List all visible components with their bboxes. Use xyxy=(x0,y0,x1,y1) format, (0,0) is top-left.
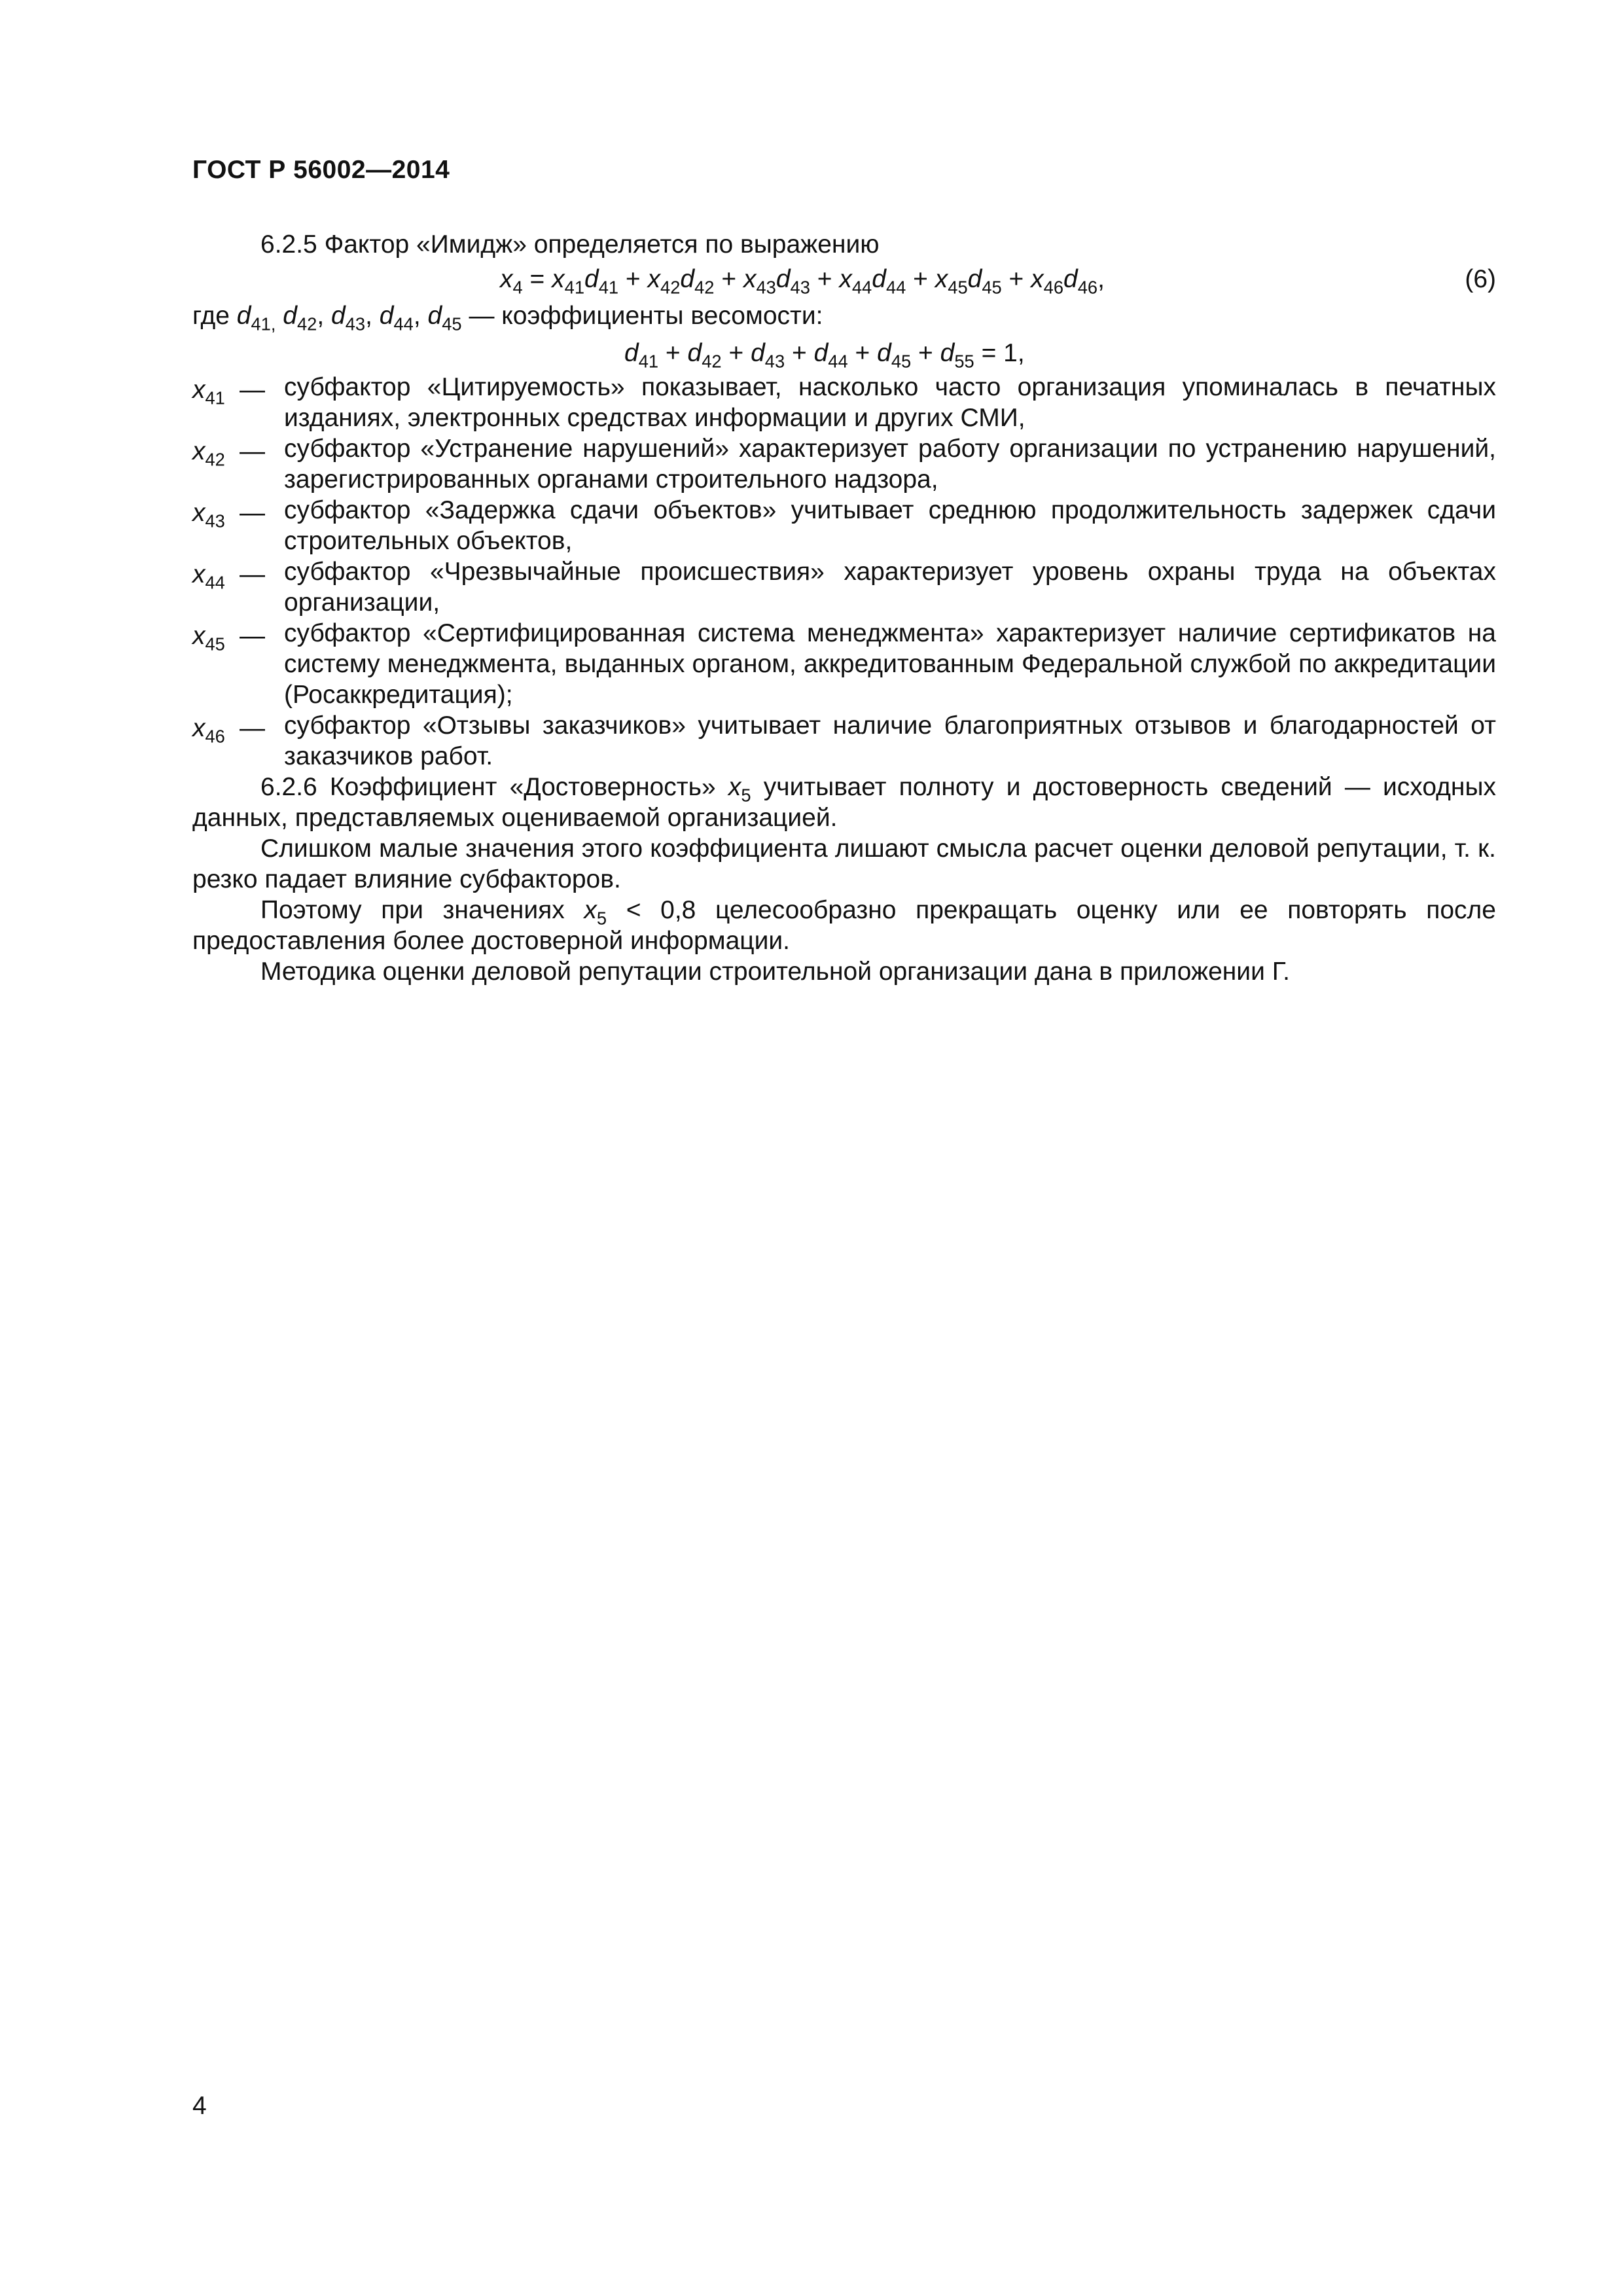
definition-text: субфактор «Задержка сдачи объектов» учитывает среднюю продолжительность задержек сдачи строительных объектов, xyxy=(284,496,1496,555)
definition-x41 xyxy=(192,372,1496,433)
definition-symbol: $x_{43}$ — xyxy=(192,499,265,531)
where-suffix: — коэффициенты весомости: xyxy=(469,302,823,330)
threshold-paragraph: Поэтому при значениях $x_5 < 0,8$ целесообразно прекращать оценку или ее повторять после предоставления более достоверной информации. xyxy=(192,896,1496,955)
where-prefix: где xyxy=(192,302,230,330)
page-content xyxy=(192,229,1496,987)
definition-symbol: $x_{44}$ — xyxy=(192,560,265,593)
definition-symbol: $x_{45}$ — xyxy=(192,622,265,655)
weights-sum-formula-row xyxy=(192,331,1496,372)
definition-text: субфактор «Устранение нарушений» характеризует работу организации по устранению нарушений, зарегистрированных органами строительного надзора, xyxy=(284,435,1496,493)
definition-text: субфактор «Цитируемость» показывает, насколько часто организация упоминалась в печатных изданиях, электронных средствах информации и других СМИ, xyxy=(284,373,1496,432)
definition-x46 xyxy=(192,710,1496,772)
definition-x42 xyxy=(192,433,1496,495)
weights-sum-formula: $d_{41} + d_{42} + d_{43} + d_{44} + d_{45} + d_{55} = 1$, xyxy=(624,339,1025,372)
formula-6: $x_4 = x_{41}d_{41} + x_{42}d_{42} + x_{43}d_{43} + x_{44}d_{44} + x_{45}d_{45} + x_{46}d_{46}$, xyxy=(500,265,1105,298)
definition-text: субфактор «Чрезвычайные происшествия» характеризует уровень охраны труда на объектах организации, xyxy=(284,558,1496,617)
section-6-2-6-paragraph: 6.2.6 Коэффициент «Достоверность» $x_5$ учитывает полноту и достоверность сведений — исходных данных, представляемых оцениваемой организацией. xyxy=(192,773,1496,832)
formula-6-row xyxy=(192,261,1496,300)
definition-symbol: $x_{41}$ — xyxy=(192,376,265,408)
definition-x45 xyxy=(192,618,1496,710)
standard-header: ГОСТ Р 56002—2014 xyxy=(192,156,450,184)
methodology-reference-paragraph: Методика оценки деловой репутации строительной организации дана в приложении Г. xyxy=(260,958,1290,986)
section-6-2-5-intro: 6.2.5 Фактор «Имидж» определяется по выражению xyxy=(260,230,880,259)
subfactor-definitions xyxy=(192,372,1496,772)
definition-x43 xyxy=(192,495,1496,556)
page-number: 4 xyxy=(192,2092,207,2120)
definition-text: субфактор «Отзывы заказчиков» учитывает наличие благоприятных отзывов и благодарностей от заказчиков работ. xyxy=(284,711,1496,770)
definition-x44 xyxy=(192,556,1496,618)
definition-symbol: $x_{42}$ — xyxy=(192,437,265,470)
formula-number: (6) xyxy=(1465,265,1496,293)
low-values-paragraph: Слишком малые значения этого коэффициента лишают смысла расчет оценки деловой репутации, т. к. резко падает влияние субфакторов. xyxy=(192,834,1496,893)
definition-symbol: $x_{46}$ — xyxy=(192,714,265,747)
weights-definition-line: где $d_{41,}$ $d_{42}$, $d_{43}$, $d_{44}$, $d_{45}$ — коэффициенты весомости: xyxy=(192,302,823,334)
definition-text: субфактор «Сертифицированная система менеджмента» характеризует наличие сертификатов на систему менеджмента, выданных органом, аккредитованным Федеральной службой по аккредитации (Росаккредитация); xyxy=(284,619,1496,709)
